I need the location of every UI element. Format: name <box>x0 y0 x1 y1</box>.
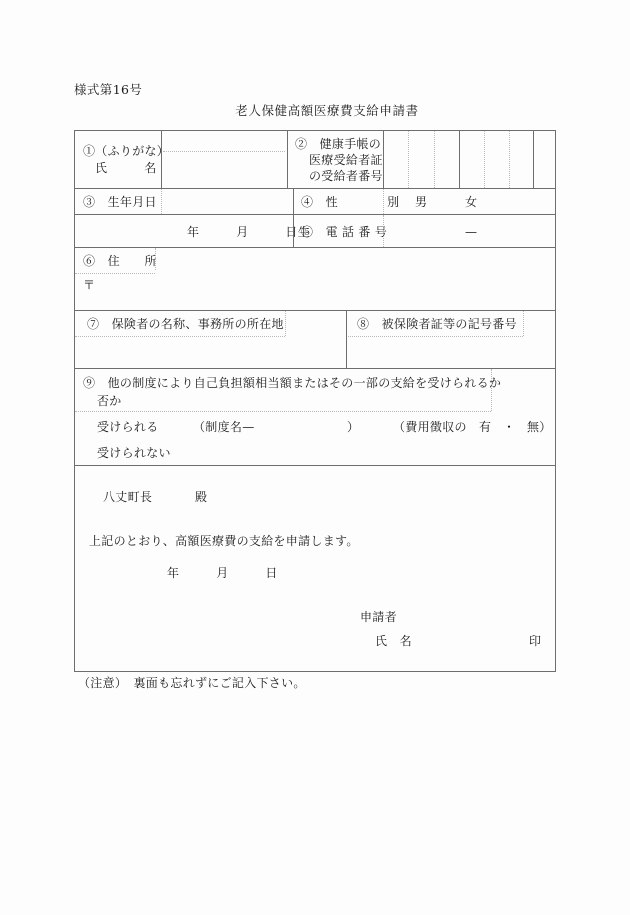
declaration-seal-label: 印 <box>529 634 542 648</box>
col-divider-1 <box>161 131 162 188</box>
field-4-option-male[interactable]: 男 <box>415 195 428 209</box>
number-box-7[interactable] <box>533 131 555 189</box>
row-name-and-number <box>75 131 555 189</box>
field-9-system-name-close: ） <box>347 420 360 434</box>
field-3-date-suffix: 年 月 日生 <box>187 225 311 239</box>
declaration-honorific: 殿 <box>195 490 208 504</box>
field-6-address-input[interactable] <box>105 274 553 309</box>
row-other-system <box>75 369 555 466</box>
field-4-label: ④ 性 別 <box>301 195 400 209</box>
field-9-fee-separator: ・ <box>503 420 516 434</box>
field-9-label-edge <box>491 369 492 411</box>
field-9-fee-yes[interactable]: 有 <box>479 420 492 434</box>
col-divider-gender <box>293 189 294 214</box>
application-table <box>74 130 556 672</box>
declaration-name-input[interactable] <box>420 628 520 648</box>
row-address <box>75 248 555 311</box>
field-9-system-name-input[interactable] <box>260 417 346 435</box>
declaration-statement: 上記のとおり、高額医療費の支給を申請します。 <box>89 534 359 548</box>
field-3-label-edge <box>161 189 162 214</box>
field-7-label-edge <box>285 311 286 336</box>
declaration-name-label: 氏 名 <box>375 634 412 648</box>
col-divider-2 <box>287 131 288 188</box>
postal-mark: 〒 <box>83 278 96 292</box>
field-5-label-edge <box>383 215 384 247</box>
number-box-4[interactable] <box>459 131 484 189</box>
number-box-6[interactable] <box>509 131 533 189</box>
declaration-applicant-label: 申請者 <box>360 610 397 624</box>
col-divider-phone <box>293 215 294 247</box>
col-divider-insured <box>346 311 347 336</box>
number-box-3[interactable] <box>434 131 459 189</box>
field-9-fee-label: （費用徴収の <box>393 420 467 434</box>
field-7-label: ⑦ 保険者の名称、事務所の所在地 <box>87 317 284 331</box>
field-9-system-name-label: （制度名— <box>193 420 255 434</box>
field-1-name-input[interactable] <box>161 131 287 189</box>
row-birthdate-and-phone <box>75 215 555 248</box>
number-box-1[interactable] <box>383 131 408 189</box>
field-5-separator: — <box>465 225 478 239</box>
field-8-label-edge <box>523 311 524 336</box>
furigana-divider <box>163 151 285 152</box>
field-9-label-underline <box>75 411 491 412</box>
field-6-label: ⑥ 住 所 <box>83 254 157 268</box>
field-3-label: ③ 生年月日 <box>83 195 157 209</box>
footer-note: （注意） 裏面も忘れずにご記入下さい。 <box>78 676 306 690</box>
field-9-option-yes[interactable]: 受けられる <box>97 420 159 434</box>
field-1-label: ①（ふりがな） 氏 名 <box>83 144 170 175</box>
page-title: 老人保健高額医療費支給申請書 <box>235 103 419 118</box>
row-insurer-values <box>75 336 555 369</box>
field-7-input[interactable] <box>75 336 346 369</box>
row-birth-and-gender <box>75 189 555 215</box>
field-4-option-female[interactable]: 女 <box>465 195 478 209</box>
field-6-label-edge <box>155 248 156 270</box>
field-8-label: ⑧ 被保険者証等の記号番号 <box>357 317 517 331</box>
field-8-input[interactable] <box>346 336 555 369</box>
declaration-date-input[interactable] <box>135 560 315 580</box>
number-box-5[interactable] <box>484 131 509 189</box>
field-9-option-no[interactable]: 受けられない <box>97 446 171 460</box>
form-number: 様式第16号 <box>74 82 143 97</box>
declaration-addressee: 八丈町長 <box>103 490 153 504</box>
declaration-date-line: 年 月 日 <box>167 566 278 580</box>
row-insurer-labels <box>75 311 555 336</box>
field-9-label: ⑨ 他の制度により自己負担額相当額またはその一部の支給を受けられるか 否か <box>83 376 502 408</box>
field-4-label-edge <box>383 189 384 214</box>
field-2-label: ② 健康手帳の 医療受給者証 の受給者番号 <box>295 137 383 183</box>
field-5-label: ⑤ 電 話 番 号 <box>301 225 388 239</box>
field-9-fee-no[interactable]: 無） <box>527 420 552 434</box>
number-box-2[interactable] <box>408 131 434 189</box>
declaration-block <box>75 466 555 673</box>
